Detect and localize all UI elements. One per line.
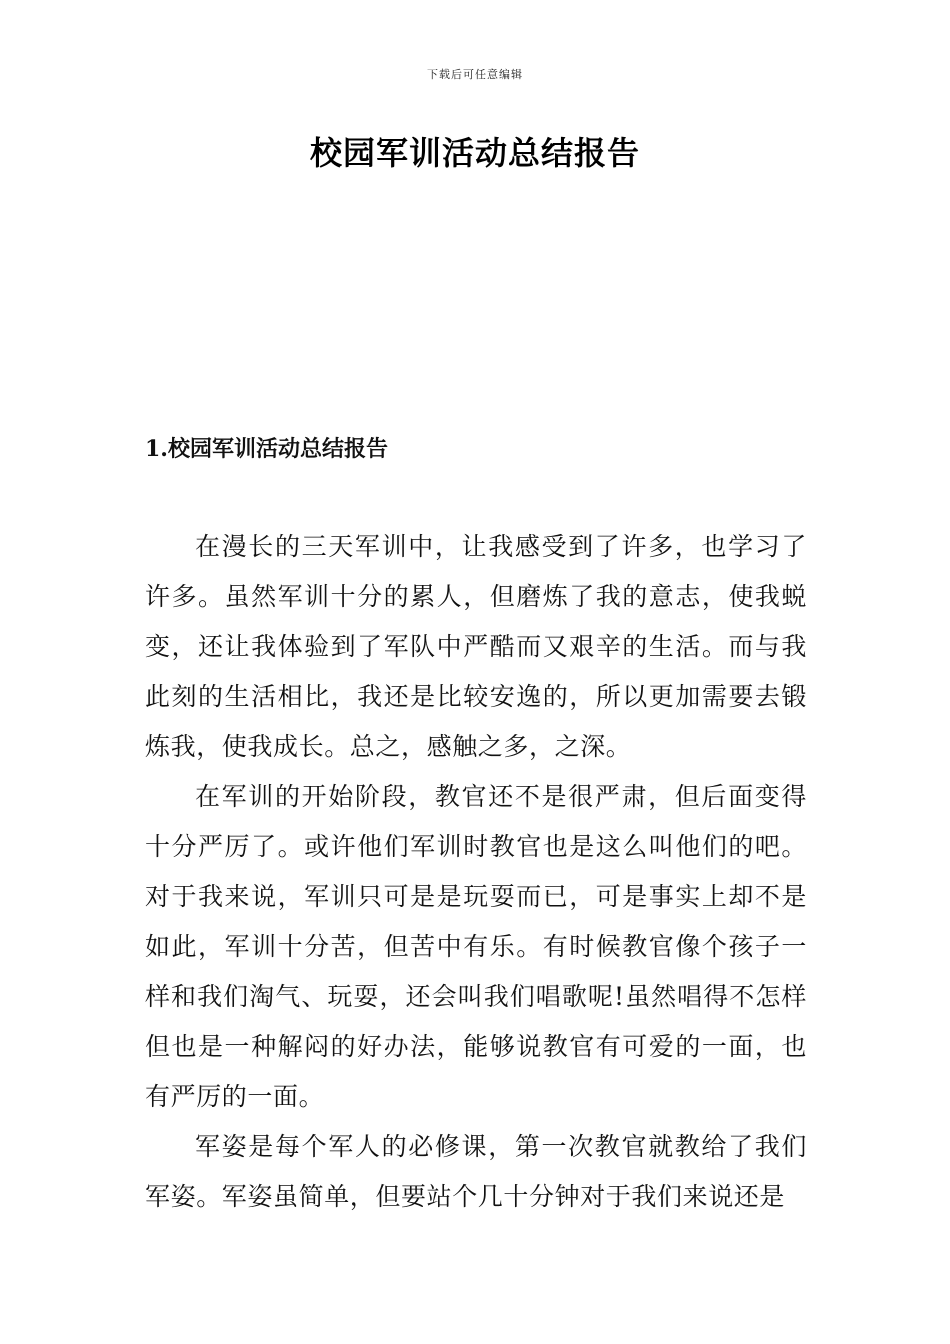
paragraph: 在军训的开始阶段，教官还不是很严肃，但后面变得十分严厉了。或许他们军训时教官也是这么叫他们的吧。对于我来说，军训只可是是玩耍而已，可是事实上却不是如此，军训十分苦，但苦中有乐。有时候教官像个孩子一样和我们淘气、玩耍，还会叫我们唱歌呢!虽然唱得不怎样但也是一种解闷的好办法，能够说教官有可爱的一面，也有严厉的一面。	[145, 782, 807, 1111]
document-title: 校园军训活动总结报告	[309, 134, 640, 172]
header-note: 下载后可任意编辑	[427, 68, 523, 81]
document-body	[145, 522, 807, 1222]
section-heading: 1.校园军训活动总结报告	[145, 436, 388, 462]
paragraph: 在漫长的三天军训中，让我感受到了许多，也学习了许多。虽然军训十分的累人，但磨炼了我的意志，使我蜕变，还让我体验到了军队中严酷而又艰辛的生活。而与我此刻的生活相比，我还是比较安逸的，所以更加需要去锻炼我，使我成长。总之，感触之多，之深。	[145, 532, 807, 761]
paragraph: 军姿是每个军人的必修课，第一次教官就教给了我们军姿。军姿虽简单，但要站个几十分钟对于我们来说还是	[145, 1132, 807, 1211]
